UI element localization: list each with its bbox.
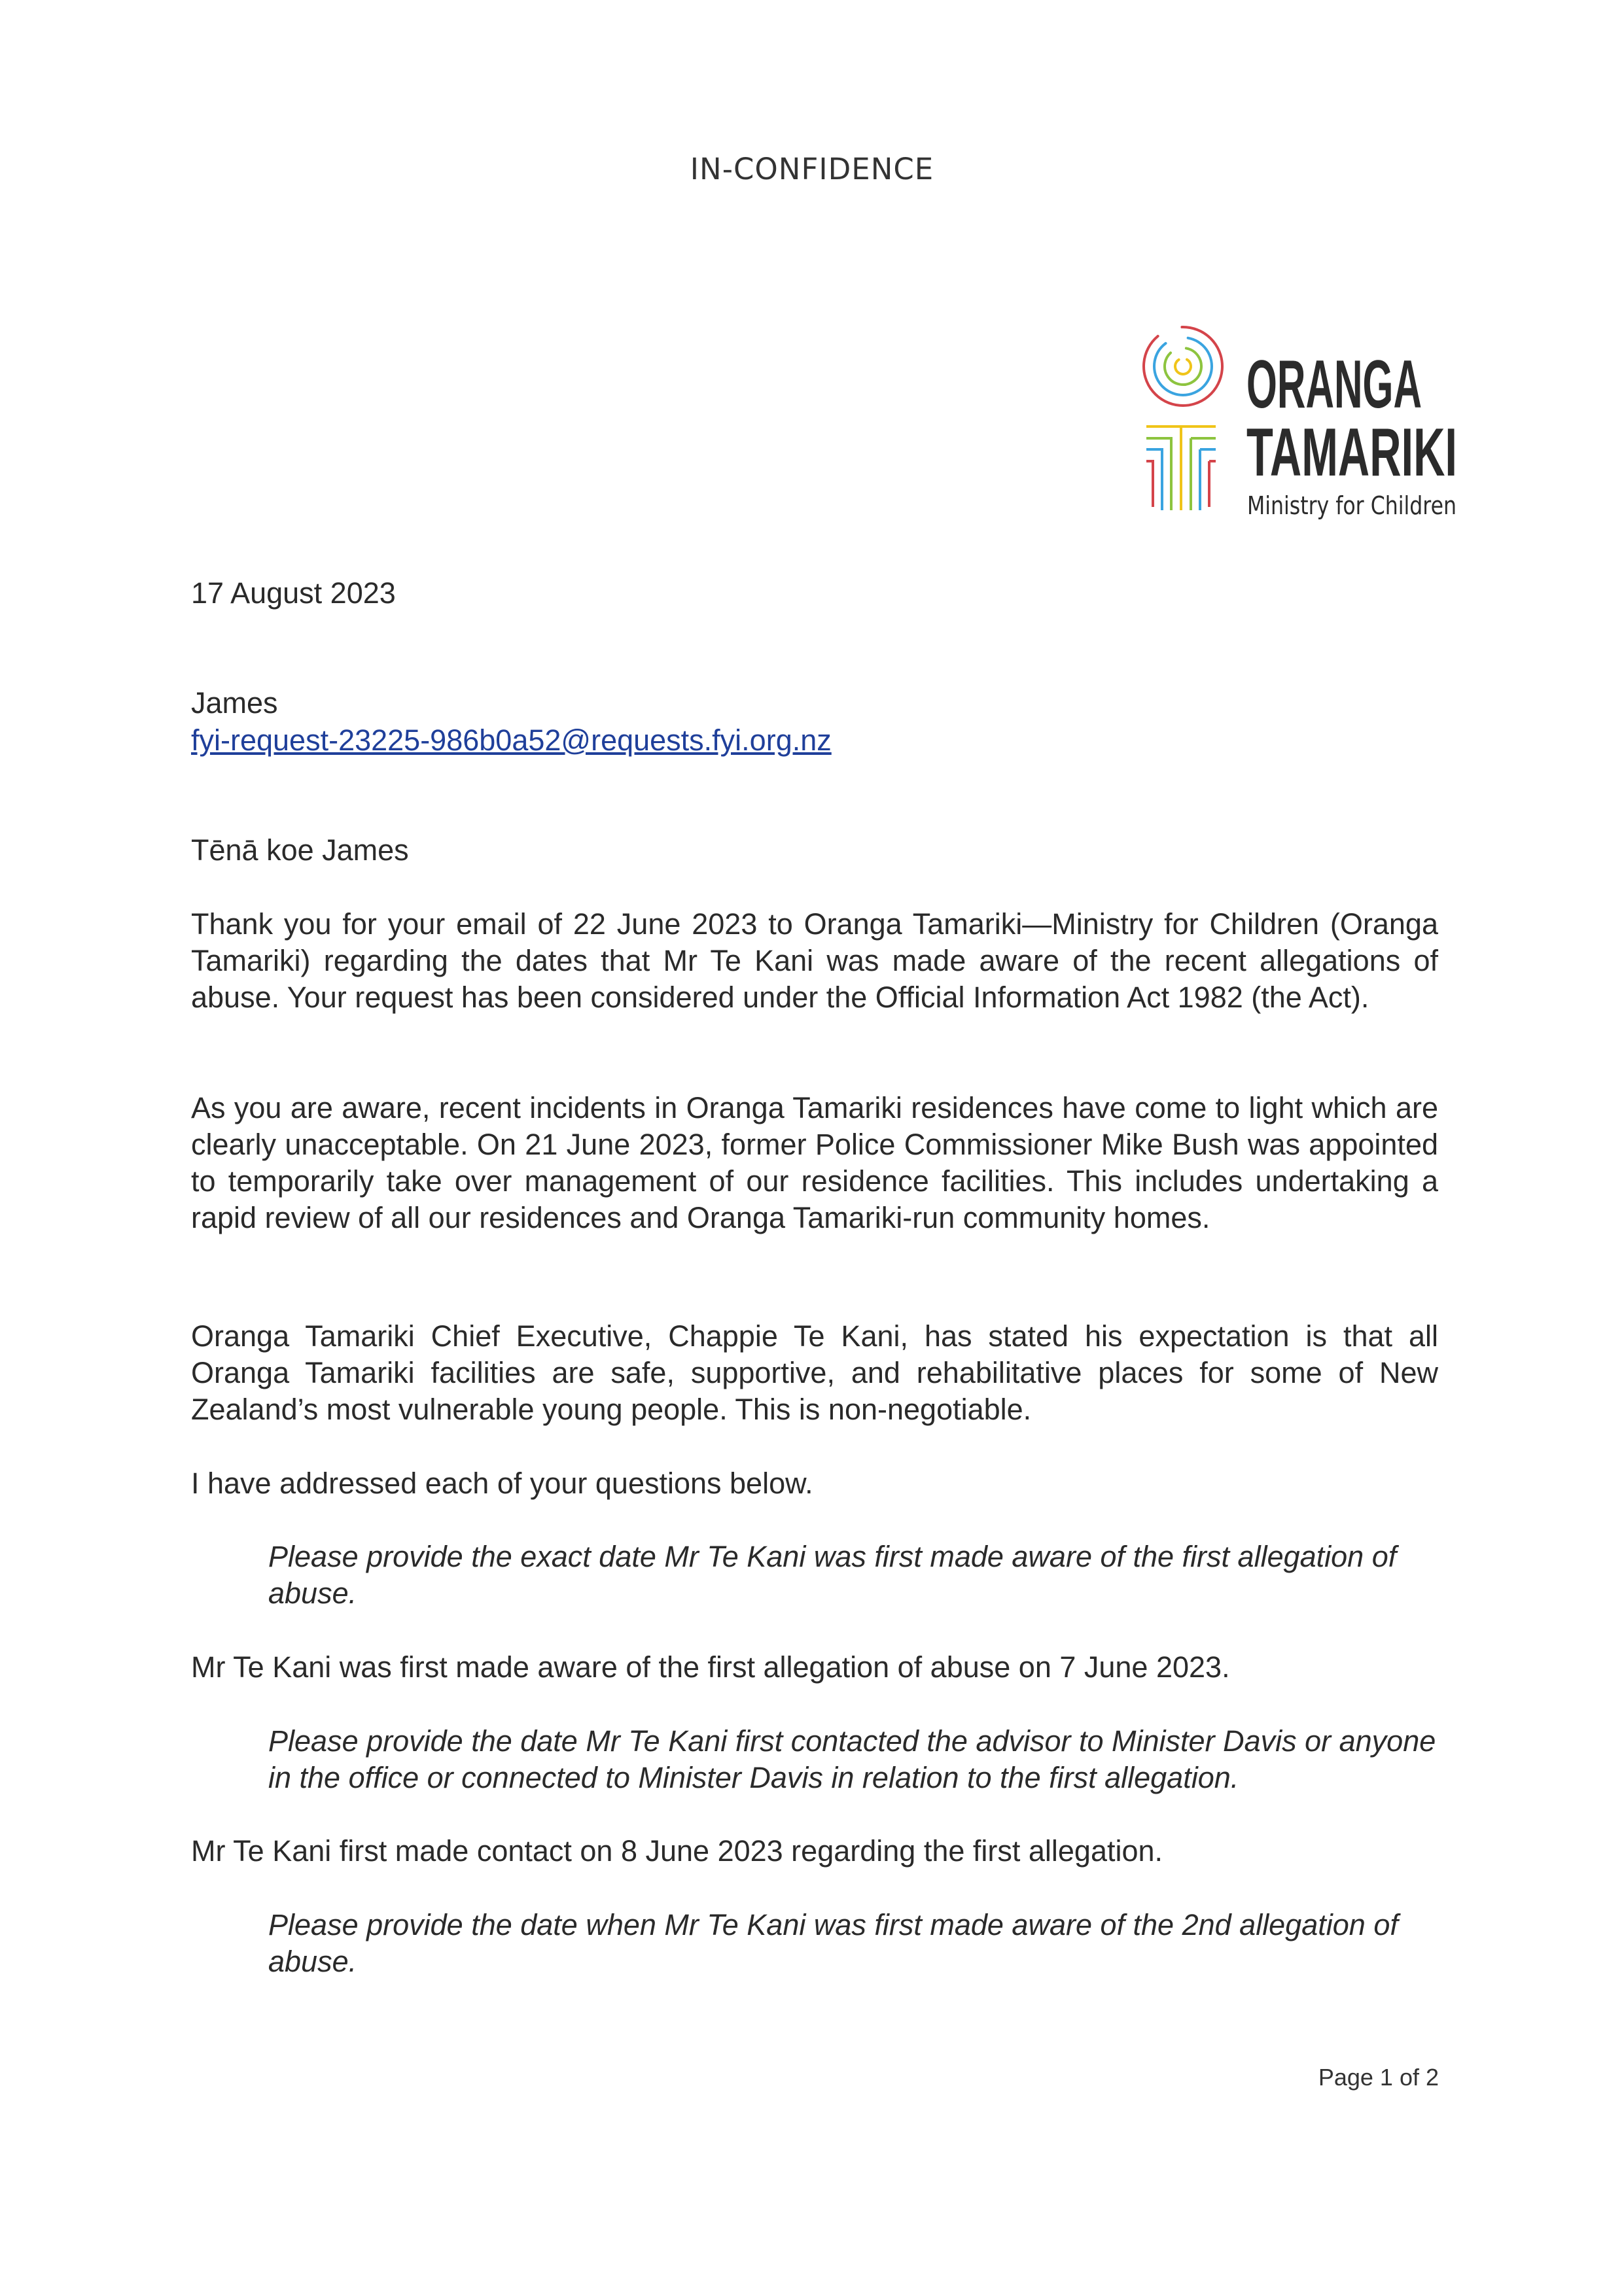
letter-date: 17 August 2023 bbox=[191, 576, 396, 610]
answer-2: Mr Te Kani first made contact on 8 June 2023 regarding the first allegation. bbox=[191, 1834, 1163, 1868]
recipient-name: James bbox=[191, 686, 278, 720]
page-number: Page 1 of 2 bbox=[1318, 2064, 1439, 2091]
question-2: Please provide the date Mr Te Kani first contacted the advisor to Minister Davis or anyone in the office or connected to Minister Davis in relation to the first allegation. bbox=[268, 1724, 1436, 1794]
recipient-email-link[interactable]: fyi-request-23225-986b0a52@requests.fyi.org.nz bbox=[191, 723, 832, 757]
paragraph-intro: Thank you for your email of 22 June 2023 to Oranga Tamariki—Ministry for Children (Oranga Tamariki) regarding the dates that Mr Te Kani was made aware of the recent allegations of abuse. Your request has been considered under the Official Information Act 1982 (the Act). bbox=[191, 907, 1438, 1014]
salutation: Tēnā koe James bbox=[191, 833, 409, 867]
question-3: Please provide the date when Mr Te Kani was first made aware of the 2nd allegation of abuse. bbox=[268, 1908, 1398, 1978]
paragraph-expectation: Oranga Tamariki Chief Executive, Chappie Te Kani, has stated his expectation is that all Oranga Tamariki facilities are safe, supportive, and rehabilitative places for some of New Zealand’s most vulnerable young people. This is non-negotiable. bbox=[191, 1319, 1438, 1426]
question-1: Please provide the exact date Mr Te Kani was first made aware of the first allegation of abuse. bbox=[268, 1540, 1397, 1610]
answer-1: Mr Te Kani was first made aware of the first allegation of abuse on 7 June 2023. bbox=[191, 1650, 1230, 1684]
logo-line1: ORANGA bbox=[1246, 347, 1422, 423]
classification-header: IN-CONFIDENCE bbox=[690, 152, 934, 186]
spiral-icon bbox=[1140, 324, 1226, 409]
logo-tagline: Ministry for Children bbox=[1247, 491, 1456, 520]
oranga-tamariki-logo bbox=[1139, 307, 1466, 527]
pillars-icon bbox=[1146, 426, 1216, 510]
paragraph-context: As you are aware, recent incidents in Oranga Tamariki residences have come to light which are clearly unacceptable. On 21 June 2023, former Police Commissioner Mike Bush was appointed to temporarily take over management of our residence facilities. This includes undertaking a rapid review of all our residences and Oranga Tamariki-run community homes. bbox=[191, 1091, 1438, 1234]
paragraph-questions-intro: I have addressed each of your questions below. bbox=[191, 1467, 813, 1500]
logo-line2: TAMARIKI bbox=[1246, 415, 1457, 491]
